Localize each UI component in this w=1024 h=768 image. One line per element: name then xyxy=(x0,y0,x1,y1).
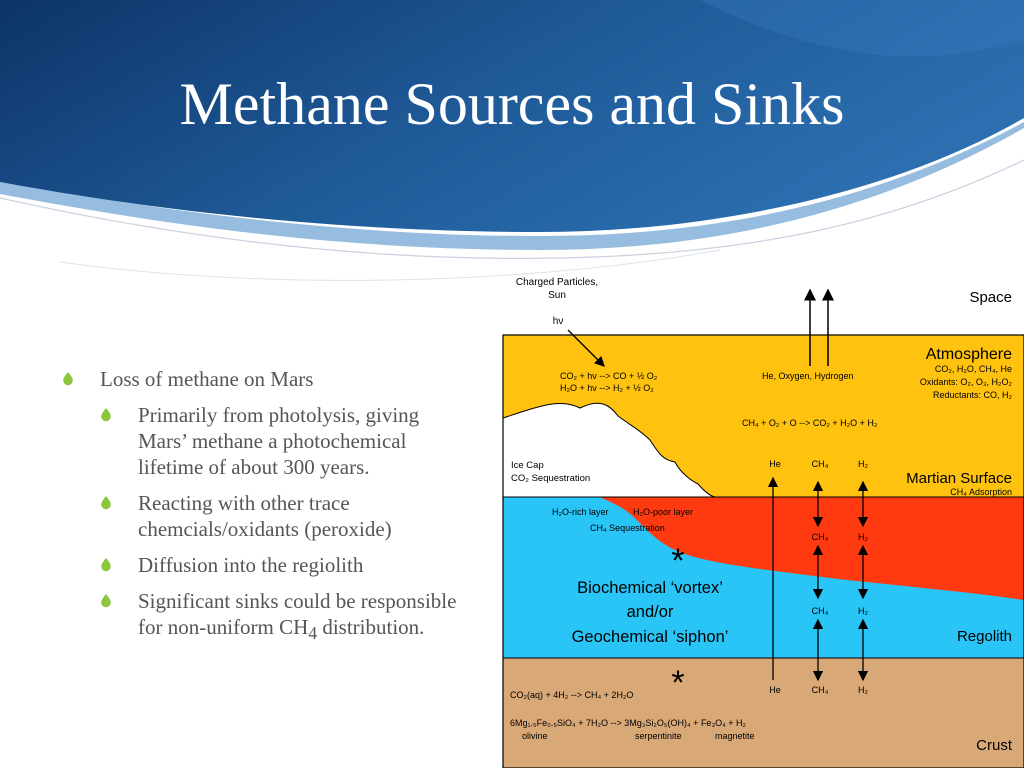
methane-diagram xyxy=(500,270,1024,768)
regolith-label: Regolith xyxy=(956,628,1012,645)
charged-particles-label: Charged Particles, xyxy=(515,277,599,288)
photolysis-reaction-h2o: H₂O + hν --> H₂ + ½ O₂ xyxy=(560,383,654,393)
regolith-gas-ch4: CH₄ xyxy=(811,606,829,616)
ch4-adsorption-label: CH₄ Adsorption xyxy=(950,487,1012,497)
crust-label: Crust xyxy=(976,737,1012,754)
leaf-bullet-icon xyxy=(100,594,112,608)
sub-bullet-item xyxy=(100,552,468,578)
space-label: Space xyxy=(969,289,1012,306)
leaf-bullet-icon xyxy=(62,372,74,386)
serpentinite-label: serpentinite xyxy=(635,731,682,741)
photolysis-reaction-co2: CO₂ + hν --> CO + ½ O₂ xyxy=(560,371,658,381)
sun-label: Sun xyxy=(548,290,566,301)
magnetite-label: magnetite xyxy=(715,731,755,741)
olivine-label: olivine xyxy=(522,731,548,741)
leaf-bullet-icon xyxy=(100,496,112,510)
sub-bullet-text: Significant sinks could be responsible for non-uniform CH xyxy=(138,589,457,639)
leaf-bullet-icon xyxy=(100,408,112,422)
sub-bullet-item xyxy=(100,588,468,646)
crust-layer xyxy=(503,658,1024,768)
surface-gas-he: He xyxy=(769,459,781,469)
leaf-bullet-icon xyxy=(100,558,112,572)
bullet-text: Loss of methane on Mars xyxy=(100,367,314,391)
layer-gas-ch4: CH₄ xyxy=(811,532,829,542)
sub-bullet-text: Reacting with other trace chemcials/oxidants (peroxide) xyxy=(138,491,392,541)
co2-sequestration-label: CO₂ Sequestration xyxy=(511,473,591,484)
h2o-poor-layer-label: H₂O-poor layer xyxy=(633,507,694,517)
sub-bullet-text: Primarily from photolysis, giving Mars’ methane a photochemical lifetime of about 300 years. xyxy=(138,403,420,479)
crust-gas-ch4: CH₄ xyxy=(811,685,829,695)
asterisk-marker: * xyxy=(671,664,685,702)
subscript-4: 4 xyxy=(308,623,318,644)
crust-gas-he: He xyxy=(769,685,781,695)
atmosphere-composition: CO₂, H₂O, CH₄, He xyxy=(934,364,1012,374)
regolith-gas-h2: H₂ xyxy=(858,606,868,616)
slide-title: Methane Sources and Sinks xyxy=(179,71,845,137)
and-or-label: and/or xyxy=(626,603,674,621)
asterisk-marker: * xyxy=(671,542,685,580)
hv-label: hν xyxy=(552,316,564,327)
methanogenesis-reaction: CO₂(aq) + 4H₂ --> CH₄ + 2H₂O xyxy=(510,690,634,700)
escape-gases-label: He, Oxygen, Hydrogen xyxy=(762,371,854,381)
sub-bullet-item xyxy=(100,490,468,542)
surface-gas-ch4: CH₄ xyxy=(811,459,829,469)
serpentinization-reaction: 6Mg₁.₅Fe₀.₅SiO₄ + 7H₂O --> 3Mg₃Si₂O₅(OH)₄ + Fe₃O₄ + H₂ xyxy=(510,718,747,728)
h2o-rich-layer-label: H₂O-rich layer xyxy=(552,507,609,517)
geochemical-siphon-label: Geochemical ‘siphon’ xyxy=(571,628,729,646)
sub-bullet-item xyxy=(100,402,468,480)
ch4-sequestration-label: CH₄ Sequestration xyxy=(590,523,665,533)
bullet-list xyxy=(62,366,482,656)
header-background xyxy=(0,0,1024,290)
crust-gas-h2: H₂ xyxy=(858,685,868,695)
surface-gas-h2: H₂ xyxy=(858,459,868,469)
layer-gas-h2: H₂ xyxy=(858,532,868,542)
sub-bullet-text: Diffusion into the regiolith xyxy=(138,553,364,577)
atmosphere-oxidants: Oxidants: O₂, O₃, H₂O₂ xyxy=(919,377,1012,387)
atmosphere-reductants: Reductants: CO, H₂ xyxy=(932,390,1012,400)
bullet-item xyxy=(62,366,482,392)
methane-oxidation-reaction: CH₄ + O₂ + O --> CO₂ + H₂O + H₂ xyxy=(742,418,878,428)
atmosphere-title: Atmosphere xyxy=(925,346,1012,363)
biochemical-vortex-label: Biochemical ‘vortex’ xyxy=(577,579,723,597)
ice-cap-label: Ice Cap xyxy=(511,460,544,471)
martian-surface-label: Martian Surface xyxy=(906,470,1012,487)
sub-bullet-text-end: distribution. xyxy=(317,615,425,639)
